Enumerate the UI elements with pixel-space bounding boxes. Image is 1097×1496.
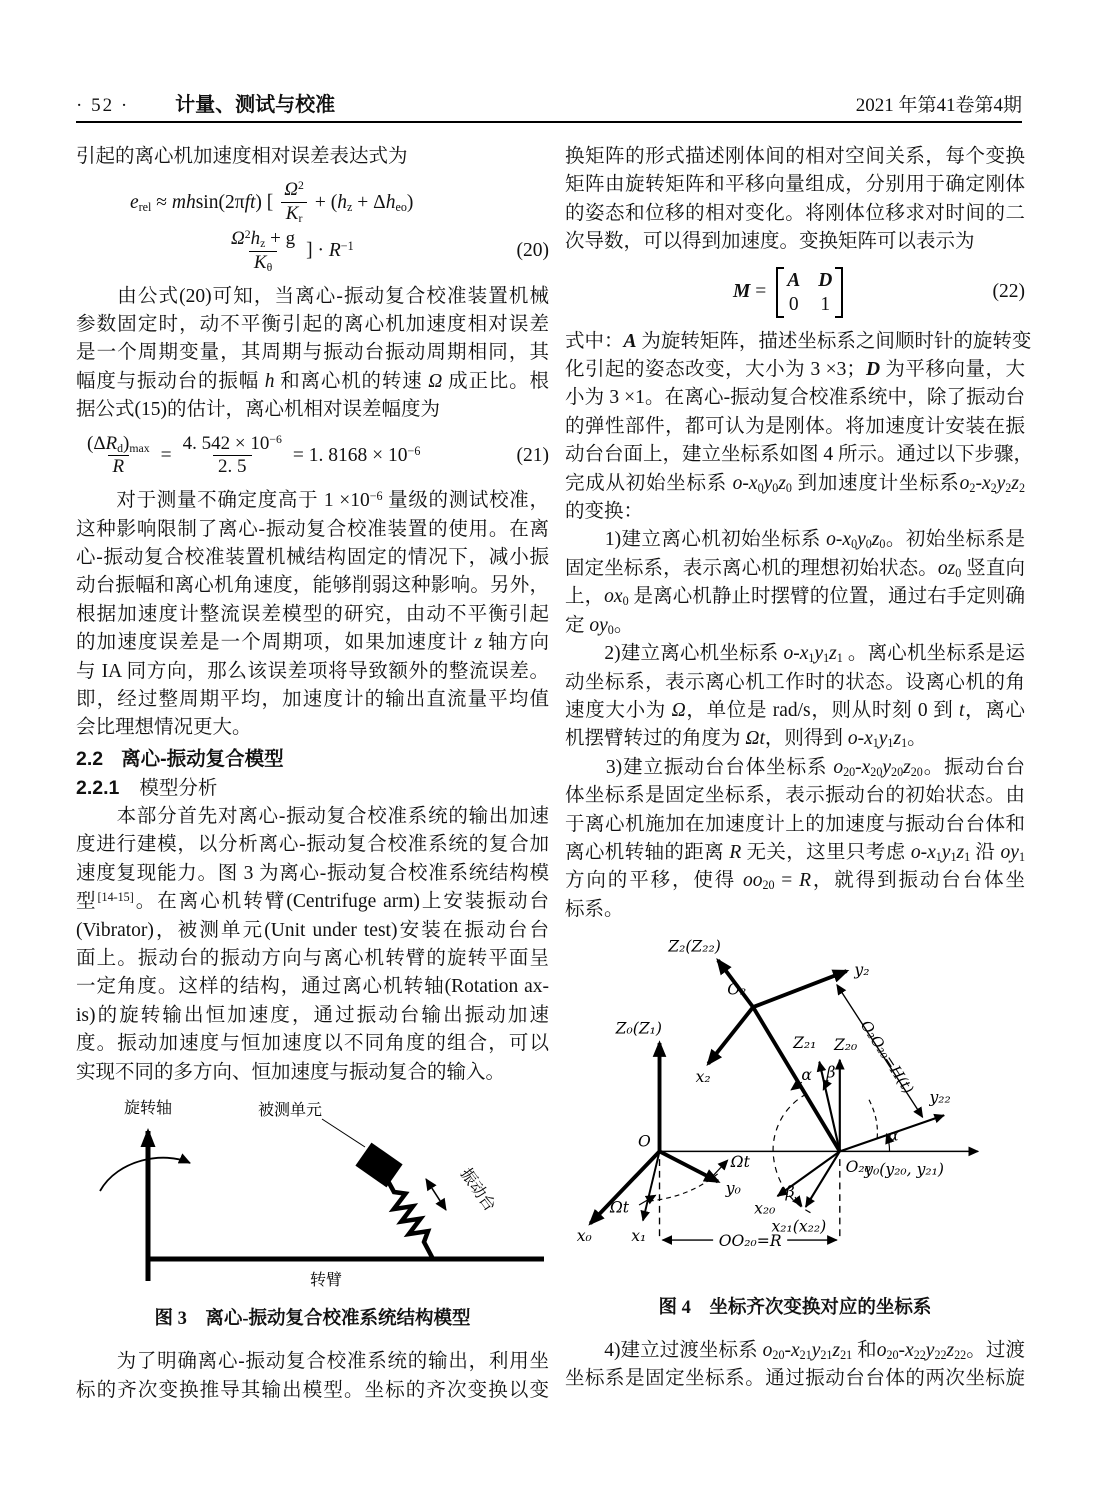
text-line: 换矩阵的形式描述刚体间的相对空间关系，每个变换 bbox=[565, 146, 1025, 167]
text-line: 小为 3 ×1。在离心-振动复合校准系统中，除了振动台 bbox=[565, 387, 1025, 409]
text-line: 机摆臂转过的角度为 Ωt，则得到 $o-x_1y_1z_1$。 bbox=[565, 728, 927, 751]
figure-3-caption: 图 3 离心-振动复合校准系统结构模型 bbox=[154, 1309, 471, 1330]
fig4-label-y0: y₀ bbox=[725, 1179, 741, 1198]
eq-term: $e_{rel} \approx mhsin(2\pi ft)$ [ bbox=[130, 191, 274, 214]
equation-22-line bbox=[733, 267, 1025, 318]
fraction bbox=[279, 179, 309, 226]
text-line: is)的旋转输出恒加速度，通过振动台输出振动加速 bbox=[76, 1004, 549, 1026]
paragraph bbox=[565, 1337, 1025, 1394]
text-line: 由公式(20)可知，当离心-振动复合校准装置机械 bbox=[76, 285, 549, 307]
fig4-label-o2: O₂ bbox=[727, 980, 747, 999]
text-line: 的加速度误差是一个周期项，如果加速度计 z 轴方向 bbox=[76, 632, 549, 654]
paragraph bbox=[76, 803, 549, 1087]
fig4-label-x0: x₀ bbox=[576, 1227, 592, 1246]
fig4-label-beta-lower: β bbox=[785, 1183, 795, 1202]
column-left bbox=[76, 143, 549, 1405]
text-line: 标的齐次变换推导其输出模型。坐标的齐次变换以变 bbox=[76, 1379, 549, 1401]
fraction-numerator: $\Omega^2h_z + g$ bbox=[231, 228, 296, 250]
equation-number: (20) bbox=[516, 240, 549, 262]
text-line: 参数固定时，动不平衡引起的离心机加速度相对误差 bbox=[76, 314, 549, 335]
text-line: 于离心机施加在加速度计上的加速度与振动台台体和 bbox=[565, 813, 1025, 835]
fig4-label-H: O₂O₂₀=H(t) bbox=[856, 1017, 917, 1098]
fig4-label-x1: x₁ bbox=[631, 1227, 647, 1246]
text-line: 化引起的姿态改变，大小为 3 ×3；D 为平移向量，大 bbox=[565, 359, 1025, 381]
text-line: 实现不同的多方向、恒加速度与振动复合的输入。 bbox=[76, 1061, 506, 1083]
text-line: 为了明确离心-振动复合校准系统的输出，利用坐 bbox=[76, 1351, 549, 1373]
text-line: 即，经过整周期平均，加速度计的输出直流量平均值 bbox=[76, 689, 549, 711]
fig3-label-rotation-axis: 旋转轴 bbox=[123, 1099, 173, 1117]
text-line: 的姿态和位移的相对变化。将刚体位移求对时间的二 bbox=[565, 202, 1025, 224]
text-line: 离心机转轴的距离 R 无关，这里只考虑 $o-x_1y_1z_1$ 沿 $oy_1$ bbox=[565, 841, 1025, 864]
fig4-label-x20: x₂₀ bbox=[754, 1199, 776, 1218]
paragraph bbox=[565, 328, 1034, 527]
text-line: (Vibrator)，被测单元(Unit under test)安装在振动台台 bbox=[76, 919, 549, 941]
issue-info: 2021 年第41卷第4期 bbox=[855, 95, 1022, 116]
fig4-label-x21: x₂₁(x₂₂) bbox=[771, 1217, 827, 1236]
text-line: 对于测量不确定度高于 $1 \times 10^{-6}$ 量级的测试校准， bbox=[76, 489, 549, 512]
text-line: 上，$ox_0$ 是离心机静止时摆臂的位置，通过右手定则确 bbox=[565, 586, 1025, 609]
figure-4 bbox=[565, 932, 1025, 1320]
text-line: 2)建立离心机坐标系 $o-x_1y_1z_1$ 。离心机坐标系是运 bbox=[565, 643, 1025, 666]
text-line: 4)建立过渡坐标系 $o_{20}-x_{21}y_{21}z_{21}$ 和$o_{20}-x_{22}y_{22}z_{22}$。过渡 bbox=[565, 1339, 1025, 1362]
section-number: 2.2.1 bbox=[76, 776, 120, 799]
text-line: 根据加速度计整流误差模型的研究，由动不平衡引起 bbox=[76, 603, 549, 625]
fraction-denominator: $K_r$ bbox=[281, 202, 308, 226]
text-line: 体坐标系是固定坐标系，表示振动台的初始状态。由 bbox=[565, 785, 1025, 807]
text-line: 式中：A 为旋转矩阵，描述坐标系之间顺时针的旋转变 bbox=[565, 330, 1032, 352]
fig4-dashed-construction bbox=[649, 1094, 878, 1240]
section-title: 离心-振动复合模型 bbox=[121, 747, 284, 770]
fig4-label-omega-t-1: Ωt bbox=[730, 1153, 750, 1172]
fraction-denominator: 2. 5 bbox=[213, 455, 252, 479]
fraction bbox=[82, 433, 155, 480]
text-line: 这种影响限制了离心-振动复合校准装置的使用。在离 bbox=[76, 518, 549, 540]
text-line: 固定坐标系，表示离心机的理想初始状态。$oz_0$ 竖直向 bbox=[565, 557, 1025, 580]
section-heading-2-2 bbox=[76, 745, 549, 774]
fig4-label-z0: Z₀(Z₁) bbox=[615, 1019, 662, 1038]
page-header bbox=[76, 88, 1022, 117]
matrix-cell: D bbox=[818, 269, 833, 291]
text-line: 动坐标系，表示离心机工作时的状态。设离心机的角 bbox=[565, 671, 1025, 693]
matrix-cell: A bbox=[787, 269, 801, 291]
text-line: 的变换： bbox=[565, 501, 644, 523]
fraction-denominator: R bbox=[108, 455, 130, 479]
section-number: 2.2 bbox=[76, 747, 104, 770]
paragraph bbox=[76, 487, 549, 743]
unit-under-test-group bbox=[322, 1119, 403, 1187]
text-line: 定 $oy_0$。 bbox=[565, 614, 634, 637]
text-line: 引起的离心机加速度相对误差表达式为 bbox=[76, 146, 408, 167]
vibration-direction-arrow bbox=[426, 1179, 446, 1210]
text-line: 本部分首先对离心-振动复合校准系统的输出加速 bbox=[76, 805, 549, 827]
fig4-label-o20: O₂₀ bbox=[845, 1157, 871, 1176]
text-line: 速度大小为 Ω，单位是 rad/s，则从时刻 0 到 t，离心 bbox=[565, 699, 1025, 721]
text-line: 动台台面上，建立坐标系如图 4 所示。通过以下步骤， bbox=[565, 444, 1034, 466]
equation-20-line-1 bbox=[130, 179, 549, 226]
text-line: 坐标系是固定坐标系。通过振动台台体的两次坐标旋 bbox=[565, 1367, 1025, 1389]
list-item-1 bbox=[565, 526, 1025, 640]
list-item-3 bbox=[565, 754, 1025, 924]
text-line: 据公式(15)的估计，离心机相对误差幅度为 bbox=[76, 399, 440, 421]
paragraph bbox=[565, 143, 1025, 257]
matrix-bracket-right bbox=[835, 267, 843, 318]
fraction-denominator: $K_\theta$ bbox=[249, 251, 277, 275]
header-rule bbox=[76, 121, 1022, 123]
text-line: 动台振幅和离心机角速度，能够削弱这种影响。另外， bbox=[76, 575, 549, 597]
fig4-label-y2: y₂ bbox=[854, 961, 870, 980]
text-line: 会比理想情况更大。 bbox=[76, 717, 252, 739]
fig3-label-arm: 转臂 bbox=[309, 1271, 343, 1289]
text-line: 一定角度。这样的结构，通过离心机转轴(Rotation ax- bbox=[76, 976, 549, 998]
text-line: 度进行建模，以分析离心-振动复合校准系统的复合加 bbox=[76, 834, 549, 856]
fig4-label-o: O bbox=[637, 1132, 651, 1151]
paragraph bbox=[76, 1348, 549, 1405]
fig4-label-omega-t-2: Ωt bbox=[609, 1198, 630, 1217]
fraction-numerator: $(\Delta R_d)_{max}$ bbox=[87, 432, 150, 455]
journal-section-title: 计量、测试与校准 bbox=[175, 94, 336, 116]
text-line: 型[14-15]。在离心机转臂(Centrifuge arm)上安装振动台 bbox=[76, 890, 549, 913]
equation-21 bbox=[76, 433, 549, 480]
text-line: 矩阵由旋转矩阵和平移向量组成，分别用于确定刚体 bbox=[565, 174, 1025, 196]
page-number: · 52 · bbox=[76, 95, 130, 116]
fraction-numerator: $\Omega^2$ bbox=[284, 179, 304, 201]
text-line: 速度复现能力。图 3 为离心-振动复合校准系统结构模 bbox=[76, 862, 549, 884]
text-line: 次导数，可以得到加速度。变换矩阵可以表示为 bbox=[565, 231, 975, 253]
fig4-label-alpha-lower: α bbox=[888, 1126, 899, 1145]
fig4-label-R: OO₂₀=R bbox=[718, 1232, 782, 1251]
fig4-label-z21: Z₂₁ bbox=[793, 1034, 817, 1053]
fig4-label-x2: x₂ bbox=[695, 1068, 711, 1087]
text-line: 度。振动加速度与恒加速度以不同角度的组合，可以 bbox=[76, 1033, 549, 1055]
fraction bbox=[226, 228, 300, 275]
fig4-label-y22: y₂₂ bbox=[929, 1088, 951, 1107]
figure-3-diagram bbox=[76, 1095, 546, 1295]
figure-4-diagram bbox=[565, 932, 1023, 1283]
text-line: 幅度与振动台的振幅 h 和离心机的转速 Ω 成正比。根 bbox=[76, 370, 549, 392]
fig4-label-y-axis: y₀(y₂₀, y₂₁) bbox=[864, 1160, 944, 1179]
equation-20 bbox=[76, 179, 549, 274]
fig4-bold-axes bbox=[590, 961, 846, 1224]
text-line: 完成从初始坐标系 $o-x_0y_0z_0$ 到加速度计坐标系$o_2-x_2y_2z_2$ bbox=[565, 472, 1025, 495]
text-line: 方向的平移，使得 $oo_{20} = R$，就得到振动台台体坐 bbox=[565, 870, 1025, 893]
text-line: 与 IA 同方向，那么该误差项将导致额外的整流误差。 bbox=[76, 660, 549, 682]
equation-20-line-2 bbox=[226, 228, 549, 275]
paragraph bbox=[76, 283, 549, 425]
eq-term: + $(h_z + \Delta h_{eo})$ bbox=[314, 191, 414, 214]
eq-term: = bbox=[160, 444, 172, 466]
equation-number: (22) bbox=[992, 280, 1025, 302]
equation-21-line bbox=[82, 433, 549, 480]
vibrator-spring bbox=[388, 1181, 433, 1259]
section-title: 模型分析 bbox=[139, 777, 218, 799]
matrix-cell: 1 bbox=[820, 293, 831, 315]
eq-term: M = bbox=[733, 280, 767, 302]
figure-3 bbox=[76, 1095, 549, 1332]
fig4-label-beta-upper: β bbox=[826, 1063, 836, 1082]
fraction bbox=[178, 433, 287, 480]
list-item-2 bbox=[565, 640, 1025, 754]
fig4-label-alpha-upper: α bbox=[801, 1066, 812, 1085]
section-heading-2-2-1 bbox=[76, 774, 549, 803]
fig4-label-z2: Z₂(Z₂₂) bbox=[668, 937, 721, 956]
matrix-bracket-left bbox=[776, 267, 784, 318]
equation-22 bbox=[565, 267, 1025, 318]
text-line: 的弹性部件，都可认为是刚体。将加速度计安装在振 bbox=[565, 415, 1025, 437]
eq-term: = 1. $8168 \times 10^{-6}$ bbox=[292, 443, 421, 466]
text-line: 标系。 bbox=[565, 898, 624, 920]
fig3-label-uut: 被测单元 bbox=[257, 1101, 323, 1119]
fig3-label-vibrator: 振动台 bbox=[456, 1165, 499, 1215]
text-line: 3)建立振动台台体坐标系 $o_{20}-x_{20}y_{20}z_{20}$。振动台台 bbox=[565, 756, 1025, 779]
matrix bbox=[776, 267, 843, 318]
figure-4-caption: 图 4 坐标齐次变换对应的坐标系 bbox=[658, 1297, 932, 1318]
text-line: 心-振动复合校准装置机械结构固定的情况下，减小振 bbox=[76, 547, 549, 569]
equation-number: (21) bbox=[516, 444, 549, 466]
text-line: 是一个周期变量，其周期与振动台振动周期相同，其 bbox=[76, 342, 549, 364]
text-line: 面上。振动台的振动方向与离心机转臂的旋转平面呈 bbox=[76, 947, 549, 969]
fig4-label-z20: Z₂₀ bbox=[833, 1036, 858, 1055]
fraction-numerator: 4. $542 \times 10^{-6}$ bbox=[182, 432, 282, 454]
column-right bbox=[565, 143, 1034, 1393]
paragraph-lead bbox=[76, 143, 549, 171]
eq-term: ] · $R^{-1}$ bbox=[306, 239, 354, 262]
matrix-cell: 0 bbox=[788, 293, 799, 315]
text-line: 1)建立离心机初始坐标系 $o-x_0y_0z_0$。初始坐标系是 bbox=[565, 529, 1025, 552]
